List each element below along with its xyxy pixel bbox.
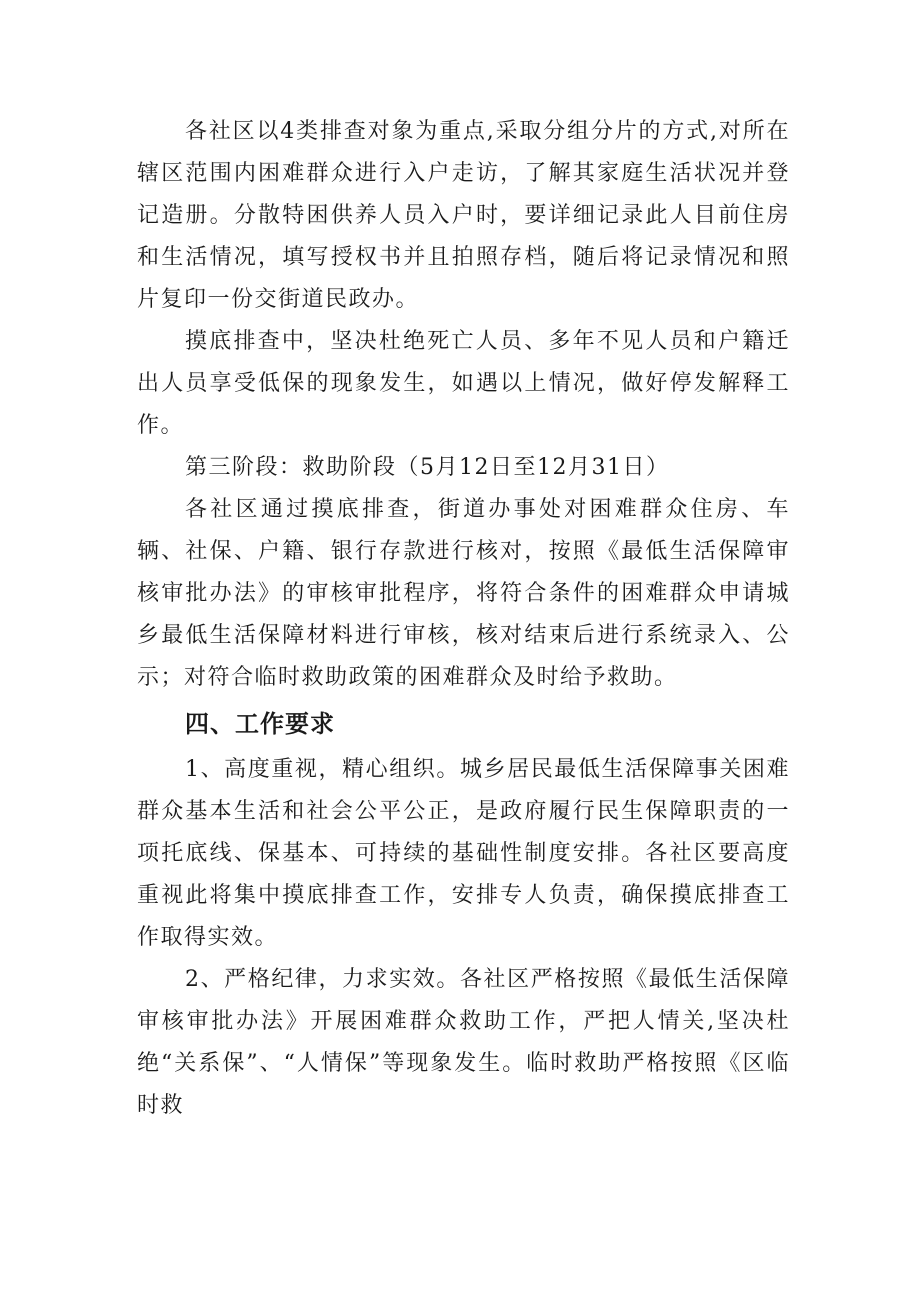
paragraph-requirement-2: 2、严格纪律，力求实效。各社区严格按照《最低生活保障审核审批办法》开展困难群众救助工作，严把人情关,坚决杜绝“关系保”、“人情保”等现象发生。临时救助严格按照《区临时救	[137, 967, 790, 1118]
paragraph-stage-three-body: 各社区通过摸底排查，街道办事处对困难群众住房、车辆、社保、户籍、银行存款进行核对，按照《最低生活保障审核审批办法》的审核审批程序，将符合条件的困难群众申请城乡最低生活保障材料进行审核，核对结束后进行系统录入、公示；对符合临时救助政策的困难群众及时给予救助。	[137, 497, 790, 690]
document-body	[137, 111, 790, 1127]
paragraph-stage-three-title: 第三阶段：救助阶段（5月12日至12月31日）	[185, 455, 670, 480]
paragraph-household-visits: 各社区以4类排查对象为重点,采取分组分片的方式,对所在辖区范围内困难群众进行入户走访，了解其家庭生活状况并登记造册。分散特困供养人员入户时，要详细记录此人目前住房和生活情况，填写授权书并且拍照存档，随后将记录情况和照片复印一份交街道民政办。	[137, 119, 790, 312]
paragraph-requirement-1: 1、高度重视，精心组织。城乡居民最低生活保障事关困难群众基本生活和社会公平公正，是政府履行民生保障职责的一项托底线、保基本、可持续的基础性制度安排。各社区要高度重视此将集中摸底排查工作，安排专人负责，确保摸底排查工作取得实效。	[137, 757, 790, 950]
section-heading-work-requirements: 四、工作要求	[185, 710, 335, 738]
paragraph-screening-rules: 摸底排查中，坚决杜绝死亡人员、多年不见人员和户籍迁出人员享受低保的现象发生，如遇以上情况，做好停发解释工作。	[137, 329, 790, 438]
